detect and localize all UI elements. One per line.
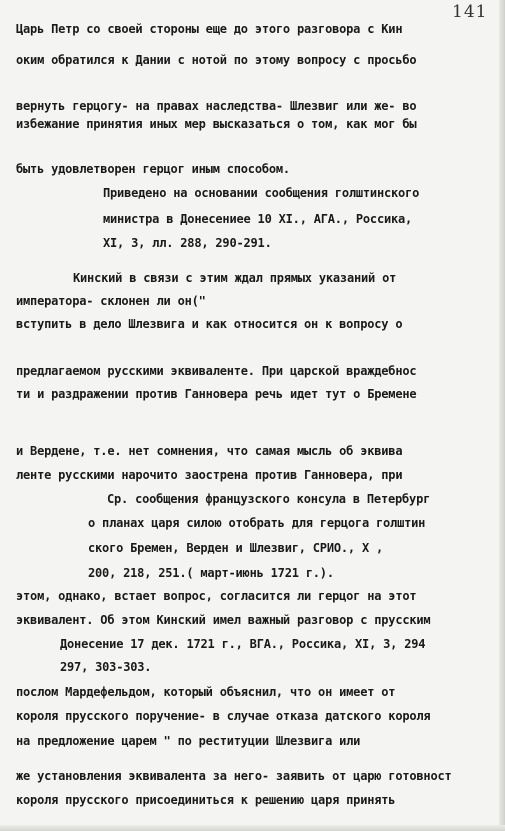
footnote-line: Ср. сообщения французского консула в Петербург (107, 492, 431, 506)
text-line: ти и раздражении против Ганновера речь идет тут о Бремене (16, 387, 417, 401)
text-line: послом Мардефельдом, который объяснил, что он имеет от (16, 685, 396, 699)
page-edge-shadow (0, 825, 505, 831)
text-line: этом, однако, встает вопрос, согласится ли герцог на этот (16, 589, 417, 603)
text-line: же установления эквивалента за него- заявить от царю готовност (16, 769, 452, 783)
text-line: императора- склонен ли он(" (16, 294, 206, 308)
footnote-line: Приведено на основании сообщения голштинского (103, 186, 420, 200)
footnote-line: XI, 3, лл. 288, 290-291. (103, 236, 272, 250)
text-line: короля прусского поручение- в случае отказа датского короля (16, 709, 431, 723)
text-line: ленте русскими нарочито заострена против Ганновера, при (16, 468, 403, 482)
text-line: быть удовлетворен герцог иным способом. (16, 162, 290, 176)
page-number: 141 (452, 2, 488, 22)
text-line: вступить в дело Шлезвига и как относится он к вопросу о (16, 317, 403, 331)
text-line: избежание принятия иных мер высказаться о том, как мог бы (16, 117, 417, 131)
footnote-line: Донесение 17 дек. 1721 г., ВГА., Россика, XI, 3, 294 (60, 637, 426, 651)
footnote-line: 297, 303-303. (60, 660, 152, 674)
text-line: Царь Петр со своей стороны еще до этого разговора с Кин (16, 22, 403, 36)
footnote-line: о планах царя силою отобрать для герцога голштин (88, 516, 426, 530)
text-line: вернуть герцогу- на правах наследства- Шлезвиг или же- во (16, 99, 417, 113)
text-line: Кинский в связи с этим ждал прямых указаний от (73, 271, 397, 285)
text-line: предлагаемом русскими эквиваленте. При царской враждебнос (16, 364, 417, 378)
footnote-line: ского Бремен, Верден и Шлезвиг, СРИО., Х , (88, 541, 384, 555)
text-line: и Вердене, т.е. нет сомнения, что самая мысль об эквива (16, 444, 403, 458)
text-line: короля прусского присоединиться к решению царя принять (16, 793, 396, 807)
footnote-line: 200, 218, 251.( март-июнь 1721 г.). (88, 566, 334, 580)
page-edge-shadow (499, 0, 505, 831)
text-line: эквивалент. Об этом Кинский имел важный разговор с прусским (16, 613, 431, 627)
footnote-line: министра в Донесениее 10 XI., АГА., Россика, (103, 212, 413, 226)
text-line: на предложение царем " по реституции Шлезвига или (16, 734, 361, 748)
text-line: оким обратился к Дании с нотой по этому вопросу с просьбо (16, 53, 417, 67)
